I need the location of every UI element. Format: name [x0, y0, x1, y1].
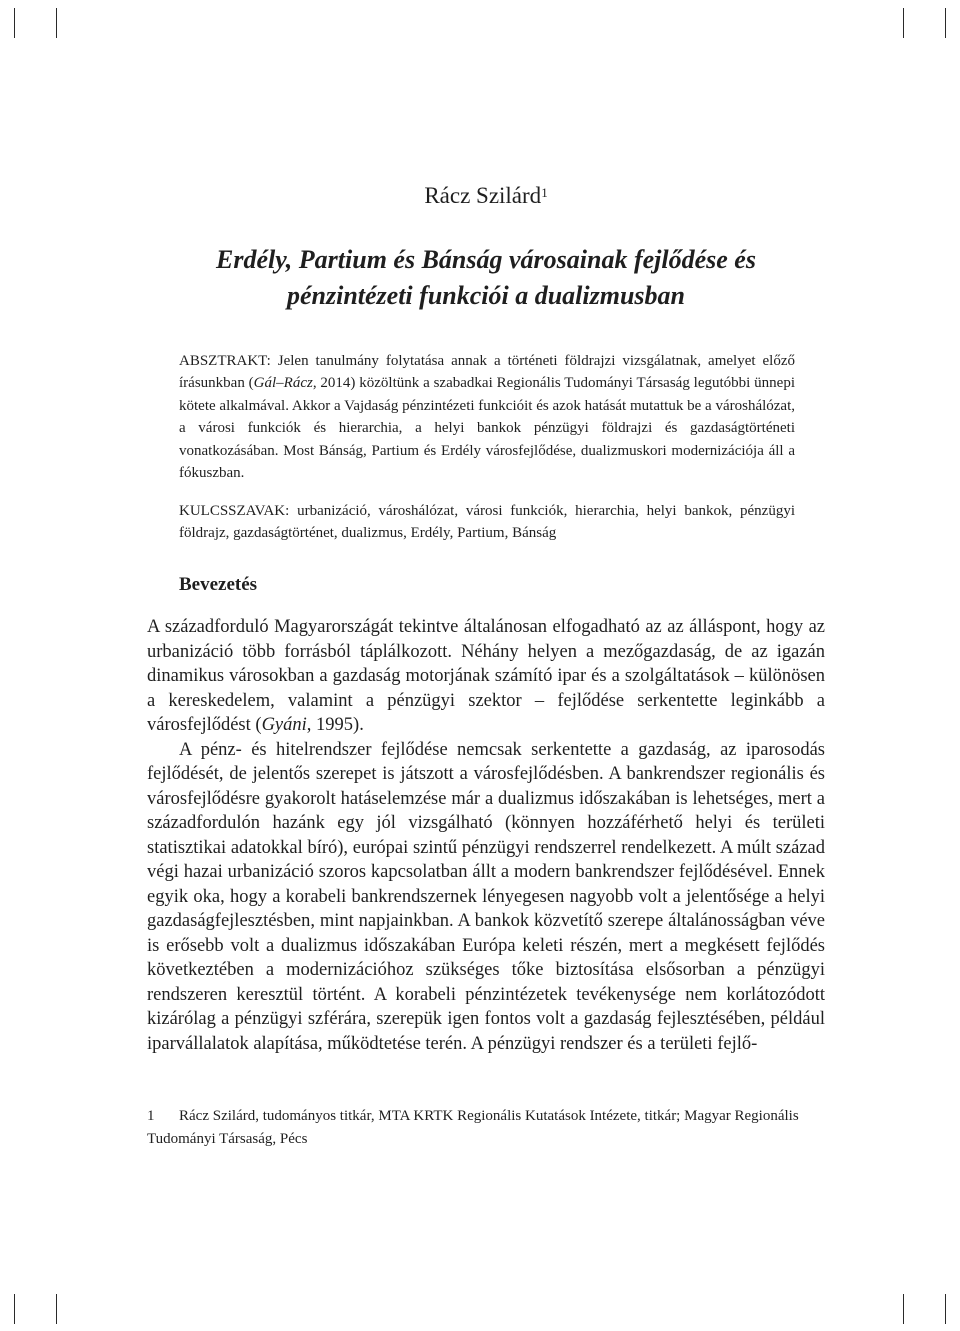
footnote — [147, 1105, 825, 1150]
footnote-number: 1 — [147, 1108, 155, 1124]
paragraph-1-citation: Gyáni — [261, 715, 307, 735]
paragraph-2: A pénz- és hitelrendszer fejlődése nemcsak serkentette a gazdaság, az iparosodás fejlődését, de jelentős szerepet is játszott a városfejlődésben. A bankrendszer regionális és városfejlődésre gyakorolt hatáselemzése már a dualizmus időszakában is lehetséges, mert a századfordulón hazánk egy jól vizsgálható (könnyen hozzáférhető helyi és területi statisztikai adatokkal bíró), európai szintű pénzügyi rendszerrel rendelkezett. A múlt század végi hazai urbanizáció szoros kapcsolatban állt a modern bankrendszer fejlődésével. Ennek egyik oka, hogy a korabeli bankrendszernek lényegesen nagyobb volt a jelentősége a helyi gazdaságfejlesztésben, mint napjainkban. A bankok közvetítő szerepe általánosságban véve is erősebb volt a dualizmus időszakában Európa keleti részén, mert a megkésett fejlődés következtében a modernizációhoz szükséges tőke biztosítása elsősorban a pénzügyi rendszeren keresztül történt. A korabeli pénzintézetek tevékenysége nem korlátozódott kizárólag a pénzügyi szférára, szerepük igen fontos volt a gazdaság fejlesztésében, például iparvállalatok alapítása, működtetése terén. A pénzügyi rendszer és a területi fejlő- — [147, 739, 825, 1054]
body-text — [147, 615, 825, 1056]
title-line-1: Erdély, Partium és Bánság városainak fejlődése és — [216, 245, 756, 274]
crop-mark-top-right-v — [903, 8, 904, 38]
crop-mark-top-right-v2 — [945, 8, 946, 38]
abstract-text-2: , 2014) közöltünk a szabadkai Regionális Tudományi Társaság legutóbbi ünnepi kötete alkalmával. Akkor a Vajdaság pénzintézeti funkcióit és azok hatását mutattuk be a városhálózat, a városi funkciók és hierarchia, a helyi bankok pénzügyi földrajzi és gazdaságtörténeti vonatkozásában. Most Bánság, Partium és Erdély városfejlődése, dualizmuskori modernizációja áll a fókuszban. — [179, 375, 795, 482]
abstract-label: ABSZTRAKT: — [179, 353, 271, 369]
keywords-text: urbanizáció, városhálózat, városi funkciók, hierarchia, helyi bankok, pénzügyi földrajz, gazdaságtörténet, dualizmus, Erdély, Partium, Bánság — [179, 503, 795, 542]
keywords — [179, 500, 795, 545]
abstract-citation: Gál–Rácz — [253, 375, 313, 392]
crop-mark-top-left-v2 — [56, 8, 57, 38]
author-name: Rácz Szilárd — [424, 183, 542, 208]
author-line — [147, 183, 825, 209]
crop-mark-top-left-v — [14, 8, 15, 38]
paragraph-1-text-b: , 1995). — [306, 715, 364, 735]
footnote-text: Rácz Szilárd, tudományos titkár, MTA KRTK Regionális Kutatások Intézete, titkár; Magyar Regionális Tudományi Társaság, Pécs — [147, 1108, 799, 1147]
crop-mark-bottom-right-v — [903, 1294, 904, 1324]
author-footnote-marker[interactable]: 1 — [541, 185, 548, 200]
keywords-label: KULCSSZAVAK: — [179, 503, 290, 519]
abstract — [179, 350, 795, 484]
crop-mark-bottom-right-v2 — [945, 1294, 946, 1324]
crop-mark-bottom-left-v2 — [56, 1294, 57, 1324]
abstract-text-1: Jelen tanulmány folytatása annak a történeti földrajzi vizsgálatnak, amelyet előző írásunkban ( — [179, 353, 795, 392]
paragraph-1-text-a: A századforduló Magyarországát tekintve általánosan elfogadható az az álláspont, hogy az urbanizáció több forrásból táplálkozott. Néhány helyen a mezőgazdaság, de az igazán dinamikus városokban a gazdaság motorjának számító ipar és a szolgáltatások – különösen a kereskedelem, valamint a pénzügyi szektor – fejlődése serkentette leginkább a városfejlődést ( — [147, 617, 825, 735]
article-title — [147, 242, 825, 314]
paragraph-1 — [147, 615, 825, 738]
crop-mark-bottom-left-v — [14, 1294, 15, 1324]
section-heading: Bevezetés — [179, 574, 258, 595]
title-line-2: pénzintézeti funkciói a dualizmusban — [286, 281, 686, 310]
